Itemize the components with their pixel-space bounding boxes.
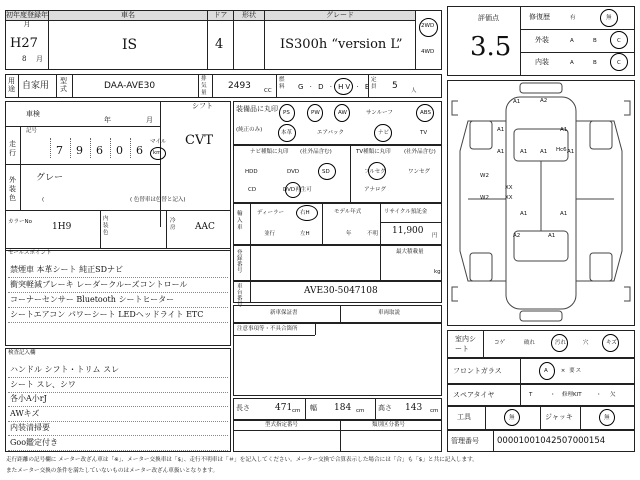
seat-tear: 破れ xyxy=(524,340,536,346)
import-left: 左H xyxy=(300,231,310,237)
diagram-mark: A2 xyxy=(540,98,548,104)
chassis-label: 車台番号 xyxy=(237,284,243,308)
diagram-mark: A1 xyxy=(513,99,521,105)
mileage-label: 走行 xyxy=(9,140,16,157)
diagram-mark: A1 xyxy=(497,127,505,133)
model-label: 車名 xyxy=(49,11,207,21)
footer-line2: またメーター交換の条件を満たしていないものはメーター改ざん車扱いとなります。 xyxy=(6,468,219,474)
drive-4wd: 4WD xyxy=(421,49,435,55)
model-year-label: モデル年式 xyxy=(334,209,362,215)
navi-sd: SD xyxy=(322,169,330,175)
warranty-manual: 車両取説 xyxy=(378,310,401,316)
int-c: C xyxy=(617,60,621,66)
inspector-note-line: ハンドル シフト・トリム スレ xyxy=(10,365,120,374)
model-year-value: 不明 xyxy=(367,231,379,237)
odometer-digit: 6 xyxy=(136,144,143,157)
inspector-note-rule xyxy=(8,377,228,378)
length-value: 471 xyxy=(275,403,293,413)
recycle-unit: 円 xyxy=(432,233,438,239)
designation-label: 型式指定番号 xyxy=(265,422,299,428)
sales-point-rule xyxy=(8,277,228,278)
model-year-unit: 年 xyxy=(346,231,352,237)
shape-label: 形状 xyxy=(234,11,264,21)
height-label: 高さ xyxy=(378,404,392,412)
grade-label: グレード xyxy=(265,11,415,21)
navi-cd: CD xyxy=(248,187,257,193)
tools-no-circle xyxy=(504,409,520,426)
reg-number-label: 登録番号 xyxy=(237,250,243,274)
type-value: DAA-AVE30 xyxy=(104,81,156,91)
spare-dot2: ・ xyxy=(596,392,602,398)
inspector-note-rule xyxy=(8,450,228,451)
diagram-mark: Hc6 xyxy=(556,147,567,153)
inspector-notes-label: 検査記入欄 xyxy=(8,350,36,356)
shift-value: CVT xyxy=(185,133,214,148)
navi-dvd: DVD xyxy=(287,169,300,175)
repair-label: 修復歴 xyxy=(529,13,550,21)
fullseg-circle xyxy=(368,162,386,180)
spare-t: T xyxy=(529,392,533,398)
diagram-mark: A1 xyxy=(560,127,568,133)
car-diagram-icon xyxy=(448,81,634,325)
sales-point-line: 禁煙車 本革シート 純正SDナビ xyxy=(10,265,123,274)
jack-value: 無 xyxy=(604,415,610,421)
inspector-note-line: シート スレ、シワ xyxy=(10,379,76,389)
purpose-value: 自家用 xyxy=(22,81,50,91)
inspector-note-rule xyxy=(8,392,228,393)
reg-month-unit: 月 xyxy=(36,55,43,63)
diagram-mark: A1 xyxy=(497,149,505,155)
inspection-label: 車検 xyxy=(26,110,40,118)
diagram-mark: A1 xyxy=(567,149,575,155)
fuel-label: 燃料 xyxy=(279,77,285,90)
inspector-note-line: 各小A小rJ xyxy=(10,394,47,403)
capacity-value: 5 xyxy=(392,81,398,91)
length-unit: cm xyxy=(292,408,301,414)
diagram-mark: A1 xyxy=(540,149,548,155)
int-label: 内装 xyxy=(535,58,549,66)
diagram-mark: W2 xyxy=(480,195,489,201)
ext-a: A xyxy=(570,38,574,44)
ext-b: B xyxy=(593,38,597,44)
fuel-options: G · D · HV · E xyxy=(298,83,372,91)
max-load-unit: kg xyxy=(434,269,441,275)
dvd-play-circle xyxy=(285,182,301,198)
equip-pw: PW xyxy=(311,110,320,116)
int-c-circle xyxy=(610,53,628,71)
inspector-note-rule xyxy=(8,435,228,436)
capacity-unit: 人 xyxy=(411,88,417,94)
color-no-label: カラーNo xyxy=(8,219,32,225)
exterior-color: グレー xyxy=(36,173,64,183)
equip-aw: AW xyxy=(338,110,347,116)
diagram-mark: XX xyxy=(505,185,513,191)
eval-score: 3.5 xyxy=(470,32,512,62)
reg-year: H27 xyxy=(10,36,38,51)
grade-value: IS300h “version L” xyxy=(280,37,403,52)
equip-leather: 本革 xyxy=(281,130,293,136)
tools-value: 無 xyxy=(509,415,515,421)
sales-point-line: シートエアコン パワーシート LEDヘッドライト ETC xyxy=(10,310,204,319)
mileage-unit-km: km xyxy=(153,150,162,156)
spare-dot1: ・ xyxy=(550,392,556,398)
tv-analog: アナログ xyxy=(364,187,387,193)
windshield-label: フロントガラス xyxy=(453,367,502,375)
tv-fullseg: フルセグ xyxy=(364,169,386,175)
odometer-digit: 9 xyxy=(76,144,83,157)
warranty-new-car: 新車保証書 xyxy=(270,310,298,316)
jack-no-circle xyxy=(599,409,615,426)
max-load-label: 最大積載量 xyxy=(396,249,424,255)
sales-points-label: セールスポイント xyxy=(8,250,52,256)
sales-point-line: コーナーセンサー Bluetooth シートヒーター xyxy=(10,295,175,304)
import-right: 右H xyxy=(300,210,310,216)
sd-circle xyxy=(318,163,336,180)
displacement-label: 排気量 xyxy=(201,76,207,96)
sales-point-rule xyxy=(8,292,228,293)
doors-value: 4 xyxy=(215,37,224,52)
ac-label: 冷房 xyxy=(170,218,176,231)
navi-type-label: ナビ種類に丸印 xyxy=(250,149,289,155)
ps-circle xyxy=(279,104,295,122)
repair-yes: 有 xyxy=(570,15,576,21)
spare-missing: 欠 xyxy=(610,392,616,398)
reg-month: 8 xyxy=(22,55,27,63)
windshield-opts: A ・ × 要ス xyxy=(544,368,583,374)
right-hand-circle xyxy=(296,205,318,221)
import-parallel: 並行 xyxy=(264,231,276,237)
interior-color-label: 内装色 xyxy=(103,216,109,236)
inspector-note-line: Goo鑑定付き xyxy=(10,437,59,447)
seat-label: 室内シート xyxy=(455,335,476,353)
chassis-value: AVE30-5047108 xyxy=(304,286,378,296)
displacement-value: 2493 xyxy=(228,81,251,91)
equip-navi: ナビ xyxy=(378,130,390,136)
sales-point-line: 衝突軽減ブレーキ レーダークルーズコントロール xyxy=(10,280,188,289)
reg-date-label: 初年度登録年月 xyxy=(6,11,48,28)
inspection-month: 月 xyxy=(146,116,153,124)
seat-scratch: キズ xyxy=(606,340,617,346)
navi-dvd-play: DVD再生可 xyxy=(283,187,312,193)
odometer-digit: 0 xyxy=(116,144,123,157)
diagram-mark: XX xyxy=(505,195,513,201)
odometer-digit: 7 xyxy=(56,144,63,157)
height-unit: cm xyxy=(430,408,439,414)
caution-label: 注意事項等・不具合箇所 xyxy=(237,326,298,332)
equip-sunroof: サンルーフ xyxy=(366,110,393,116)
pw-circle xyxy=(307,104,323,122)
category-label: 類別区分番号 xyxy=(372,422,406,428)
caution-box xyxy=(233,323,442,396)
exterior-label: 外装色 xyxy=(9,176,16,202)
exterior-note: ( 色替車は色替と記入) xyxy=(130,197,186,203)
width-label: 幅 xyxy=(310,404,317,412)
sales-point-rule xyxy=(8,322,228,323)
diagram-mark: A1 xyxy=(520,211,528,217)
import-dealer: ディーラー xyxy=(257,210,285,216)
exterior-paren: ( xyxy=(42,197,45,203)
int-a: A xyxy=(570,60,574,66)
diagram-mark: A1 xyxy=(560,211,568,217)
diagram-mark: A1 xyxy=(520,149,528,155)
eval-score-label: 評価点 xyxy=(478,14,499,22)
inspection-year: 年 xyxy=(104,116,111,124)
mgmt-label: 管理番号 xyxy=(451,437,479,445)
ext-label: 外装 xyxy=(535,36,549,44)
shift-label: シフト xyxy=(192,102,213,110)
inspector-note-rule xyxy=(8,406,228,407)
equip-ps: PS xyxy=(283,110,290,116)
mgmt-value: 00001001042507000154 xyxy=(497,436,606,446)
repair-no: 無 xyxy=(606,15,612,21)
spare-repair-kit: 修理KIT xyxy=(562,392,582,398)
seat-burn: コゲ xyxy=(494,340,506,346)
width-value: 184 xyxy=(334,403,352,413)
model-name: IS xyxy=(122,37,138,53)
import-label: 輸入車 xyxy=(237,211,243,231)
recycle-label: リサイクル預託金 xyxy=(384,209,428,215)
equipment-label: 装備品に丸印 xyxy=(236,105,278,113)
color-no-value: 1H9 xyxy=(52,222,72,232)
length-label: 長さ xyxy=(236,404,250,412)
type-label: 型式 xyxy=(60,77,67,93)
inspector-note-rule xyxy=(8,421,228,422)
odometer-divider xyxy=(70,138,71,158)
abs-circle xyxy=(416,104,434,122)
seat-dirt: 汚れ xyxy=(555,340,567,346)
navi-type-sub: (社外品含む) xyxy=(300,149,332,155)
equipment-sub: (純正のみ) xyxy=(236,127,263,133)
equip-abs: ABS xyxy=(420,110,431,116)
drive-2wd: 2WD xyxy=(421,23,435,29)
diagram-mark: A2 xyxy=(513,233,521,239)
height-value: 143 xyxy=(405,403,423,413)
sales-point-rule xyxy=(8,307,228,308)
int-b: B xyxy=(593,60,597,66)
ac-value: AAC xyxy=(195,222,215,232)
seat-dirt-circle xyxy=(551,334,568,352)
purpose-label: 用途 xyxy=(8,77,15,93)
leather-circle xyxy=(278,124,296,142)
spare-label: スペアタイヤ xyxy=(453,391,495,399)
tools-label: 工具 xyxy=(457,413,471,421)
jack-label: ジャッキ xyxy=(545,413,573,421)
displacement-unit: CC xyxy=(264,88,272,94)
navi-hdd: HDD xyxy=(245,169,258,175)
diagram-mark: A1 xyxy=(548,233,556,239)
mileage-unit-mile: マイル xyxy=(150,139,167,145)
aw-circle xyxy=(334,104,350,122)
odometer-divider xyxy=(130,138,131,158)
warranty-box xyxy=(233,305,442,323)
tv-oneseg: ワンセグ xyxy=(408,169,431,175)
tv-type-sub: (社外品含む) xyxy=(404,149,436,155)
odometer-divider xyxy=(50,138,51,158)
odometer-divider xyxy=(110,138,111,158)
recycle-value: 11,900 xyxy=(392,226,424,236)
mileage-code-label: 記号 xyxy=(26,128,38,134)
equip-tv: TV xyxy=(420,130,428,136)
inspector-note-line: 内装清掃要 xyxy=(10,423,50,432)
ext-c: C xyxy=(617,38,621,44)
tv-type-label: TV種類に丸印 xyxy=(356,149,391,155)
inspector-note-line: AWキズ xyxy=(10,408,40,418)
seat-hole: 穴 xyxy=(583,340,589,346)
equip-airbag: エアバック xyxy=(317,130,345,136)
fuel-hv-circle xyxy=(334,78,353,95)
navi-circle xyxy=(374,124,392,142)
width-unit: cm xyxy=(356,408,365,414)
windshield-a-circle xyxy=(539,362,555,380)
ext-c-circle xyxy=(610,31,628,49)
odometer-digit: 6 xyxy=(96,144,103,157)
seat-scratch-circle xyxy=(602,334,619,352)
odometer-divider xyxy=(90,138,91,158)
footer-line1: 走行距離の記号欄に メーター改ざん車は「※」、メーター交換車は「$」、走行不明車は「＃」を記入してください。メーター交換で合算表示した場合には「合」も「$」と共に記入します。 xyxy=(6,457,478,463)
doors-label: ドア xyxy=(208,11,233,21)
repair-no-circle xyxy=(600,9,618,27)
diagram-mark: W2 xyxy=(480,173,489,179)
capacity-label: 定員 xyxy=(371,77,377,90)
